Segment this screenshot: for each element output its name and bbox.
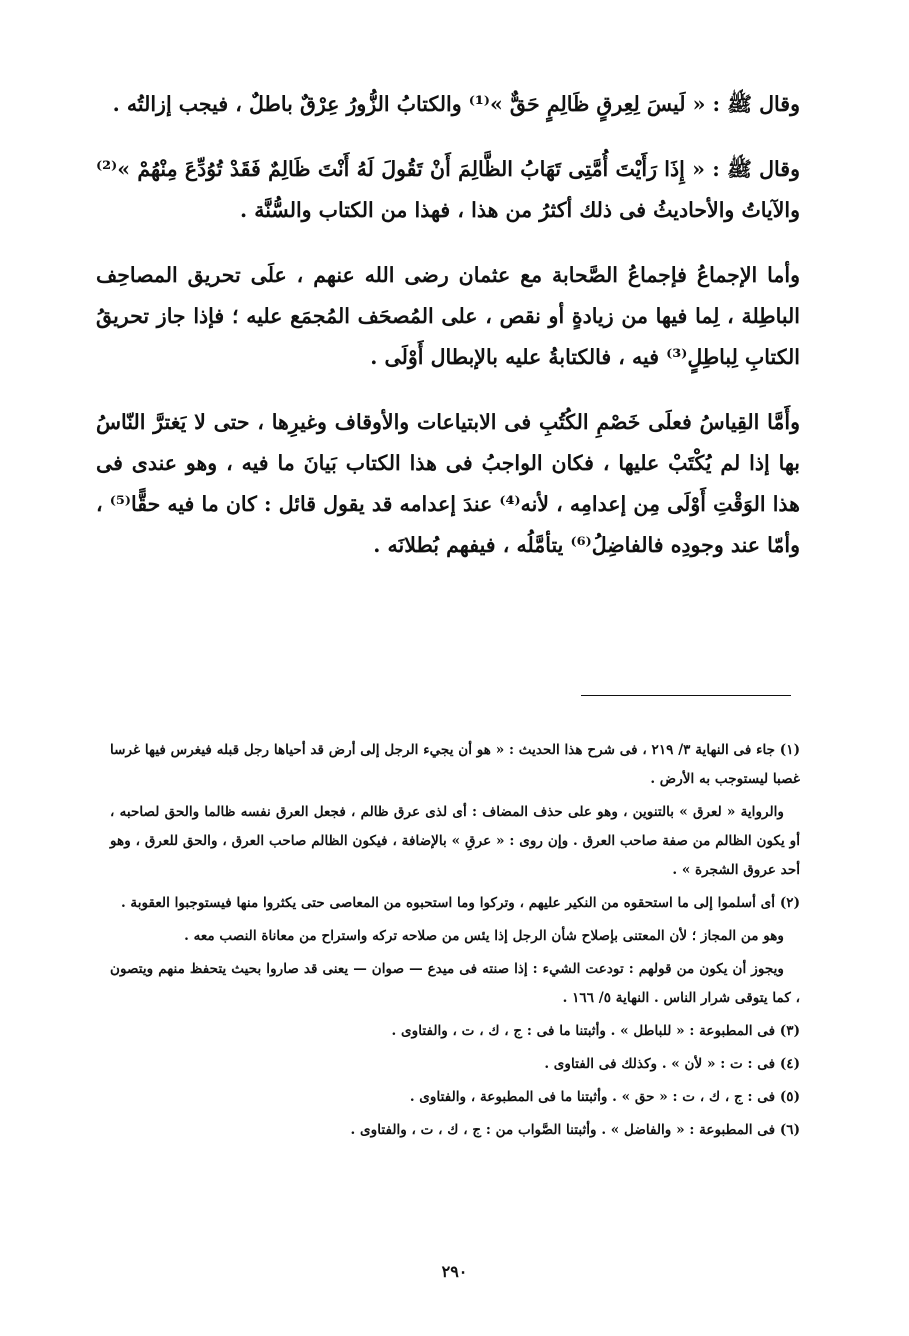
footnote-2-continued-a: وهو من المجاز ؛ لأن المعتنى بإصلاح شأن الرجل إذا يئس من صلاحه تركه واستراح من معاناة النصب معه . (184, 928, 784, 944)
paragraph-qiyas: وأَمَّا القِياسُ فعلَى خَصْمِ الكُتُبِ فى الابتياعات والأوقاف وغيرِها ، حتى لا يَغترَّ النّاسُ بها إذا لم يُكْتَبْ عليها ، فكان الواجبُ فى هذا الكتاب بَيانَ ما فيه ، وهو عندى فى هذا الوَقْتِ أَوْلَى مِن إعدامِه ، لأنه⁽⁴⁾ عندَ إعدامه قد يقول قائل : كان ما فيه حقًّا⁽⁵⁾ ، وأمّا عند وجودِه فالفاضِلُ⁽⁶⁾ يتأمَّلُه ، فيفهم بُطلانَه . (96, 410, 800, 557)
footnote-5: (٥) فى : ج ، ك ، ت : « حق » . وأثبتنا ما فى المطبوعة ، والفتاوى . (409, 1089, 800, 1105)
paragraph-hadith-1: وقال ﷺ : « لَيسَ لِعِرقٍ ظَالِمٍ حَقٌّ »⁽¹⁾ والكتابُ الزُّورُ عِرْقٌ باطلٌ ، فيجب إزالتُه . (112, 92, 800, 116)
footnote-2: (٢) أى أسلموا إلى ما استحقوه من النكير عليهم ، وتركوا وما استحبوه من المعاصى حتى يكثروا منها فيستوجبوا العقوبة . (120, 895, 800, 911)
paragraph-hadith-2: وقال ﷺ : « إِذَا رَأَيْتَ أُمَّتِى تَهَابُ الظَّالِمَ أَنْ تَقُولَ لَهُ أَنْتَ ظَالِمٌ فَقَدْ تُوُدِّعَ مِنْهُمْ »⁽²⁾ والآياتُ والأحاديثُ فى ذلك أكثرُ من هذا ، فهذا من الكتاب والسُّنَّة . (96, 157, 800, 222)
footnote-2-continued-b: ويجوز أن يكون من قولهم : تودعت الشيء : إذا صنته فى ميدع — صوان — يعنى قد صاروا بحيث يتحفظ منهم ويتصون ، كما يتوقى شرار الناس . النهاية ٥/ ١٦٦ . (110, 961, 800, 1006)
footnotes-block (110, 736, 800, 1149)
footnote-divider (581, 695, 791, 696)
main-text-block (96, 84, 800, 590)
footnote-1-continued: والرواية « لعرق » بالتنوين ، وهو على حذف المضاف : أى لذى عرق ظالم ، فجعل العرق نفسه ظالما والحق لصاحبه ، أو يكون الظالم من صفة صاحب العرق . وإن روى : « عرقِ » بالإضافة ، فيكون الظالم صاحب العرق ، والحق للعرق ، وهو أحد عروق الشجرة » . (110, 804, 800, 878)
footnote-3: (٣) فى المطبوعة : « للباطل » . وأثبتنا ما فى : ج ، ك ، ت ، والفتاوى . (391, 1023, 800, 1039)
footnote-4: (٤) فى : ت : « لأن » . وكذلك فى الفتاوى . (544, 1056, 800, 1072)
footnote-6: (٦) فى المطبوعة : « والفاضل » . وأثبتنا الصَّواب من : ج ، ك ، ت ، والفتاوى . (350, 1122, 800, 1138)
page-number: ٢٩٠ (441, 1262, 468, 1281)
paragraph-ijma: وأما الإجماعُ فإجماعُ الصَّحابة مع عثمان رضى الله عنهم ، علَى تحريق المصاحِف الباطِلة ، لِما فيها من زيادةٍ أو نقص ، على المُصحَف المُجمَع عليه ؛ فإذا جاز تحريقُ الكتابِ لِباطِلٍ⁽³⁾ فيه ، فالكتابةُ عليه بالإبطال أَوْلَى . (96, 263, 800, 369)
footnote-1: (١) جاء فى النهاية ٣/ ٢١٩ ، فى شرح هذا الحديث : « هو أن يجيء الرجل إلى أرض قد أحياها رجل قبله فيغرس فيها غرسا غصبا ليستوجب به الأرض . (110, 742, 800, 787)
